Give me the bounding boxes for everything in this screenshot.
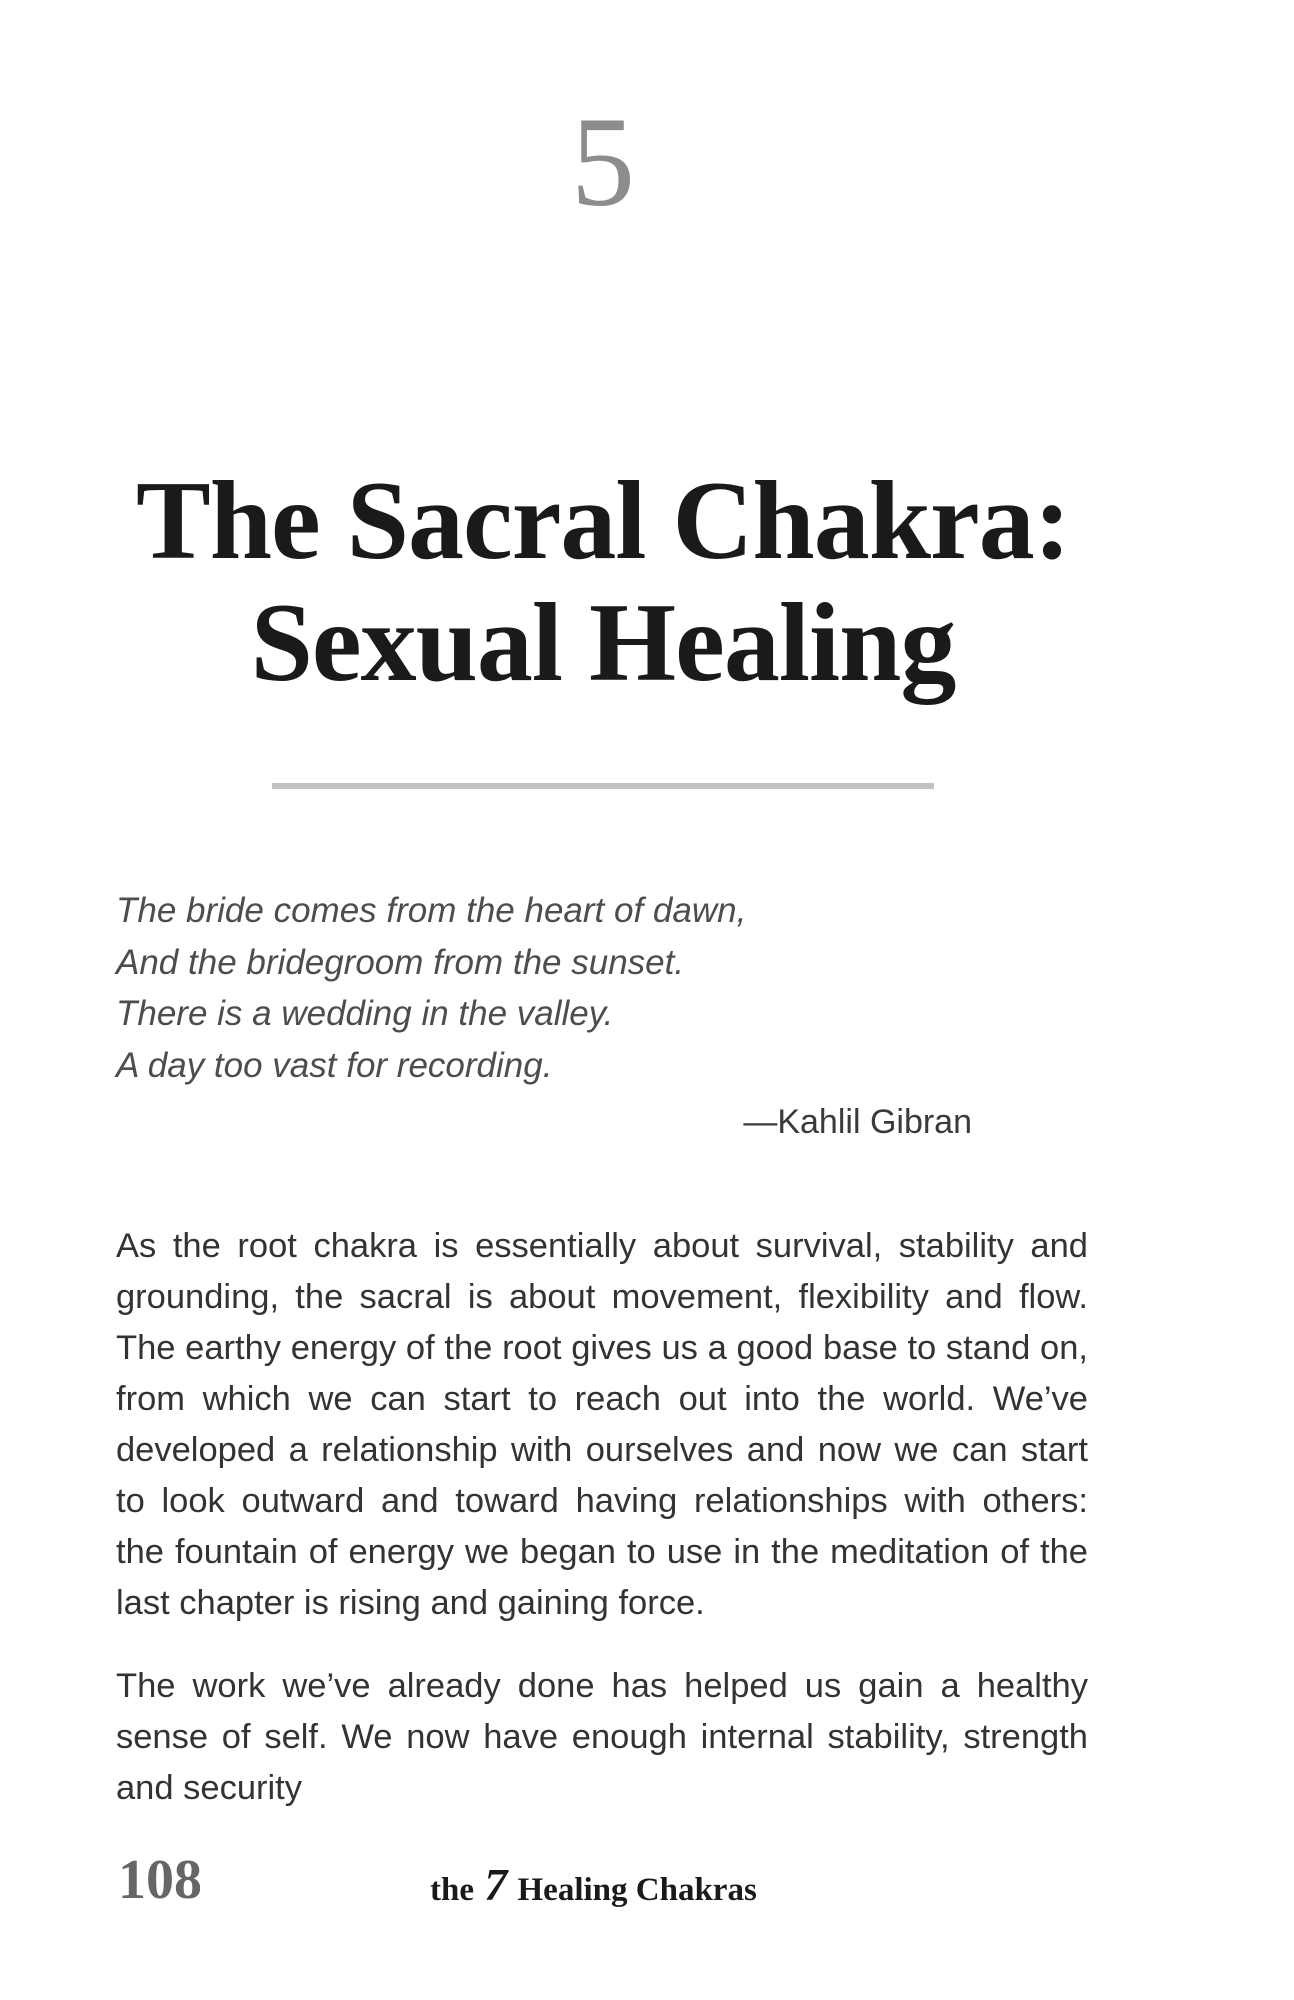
body-text (116, 1221, 1088, 1846)
chapter-title (0, 460, 1206, 704)
running-title-number: 7 (484, 1859, 508, 1910)
chapter-title-line-2: Sexual Healing (250, 581, 956, 705)
epigraph-line: And the bridegroom from the sunset. (116, 942, 685, 982)
title-divider (272, 783, 934, 789)
epigraph (116, 885, 1016, 1091)
running-title-suffix: Healing Chakras (517, 1872, 757, 1908)
body-paragraph: The work we’ve already done has helped us gain a healthy sense of self. We now have enough internal stability, strength and security (116, 1667, 1088, 1807)
running-title (430, 1859, 757, 1910)
running-title-prefix: the (430, 1872, 474, 1908)
body-paragraph: As the root chakra is essentially about survival, stability and grounding, the sacral is about movement, flexibility and flow. The earthy energy of the root gives us a good base to stand on, from which we can start to reach out into the world. We’ve developed a relationship with ourselves and now we can start to look outward and toward having relationships with others: the fountain of energy we began to use in the meditation of the last chapter is rising and gaining force. (116, 1227, 1088, 1622)
epigraph-line: A day too vast for recording. (116, 1045, 553, 1085)
chapter-title-line-1: The Sacral Chakra: (136, 459, 1070, 583)
epigraph-line: The bride comes from the heart of dawn, (116, 891, 747, 930)
epigraph-attribution: —Kahlil Gibran (743, 1103, 972, 1141)
page-number: 108 (118, 1849, 202, 1911)
epigraph-line: There is a wedding in the valley. (116, 994, 614, 1033)
chapter-number: 5 (571, 91, 635, 233)
